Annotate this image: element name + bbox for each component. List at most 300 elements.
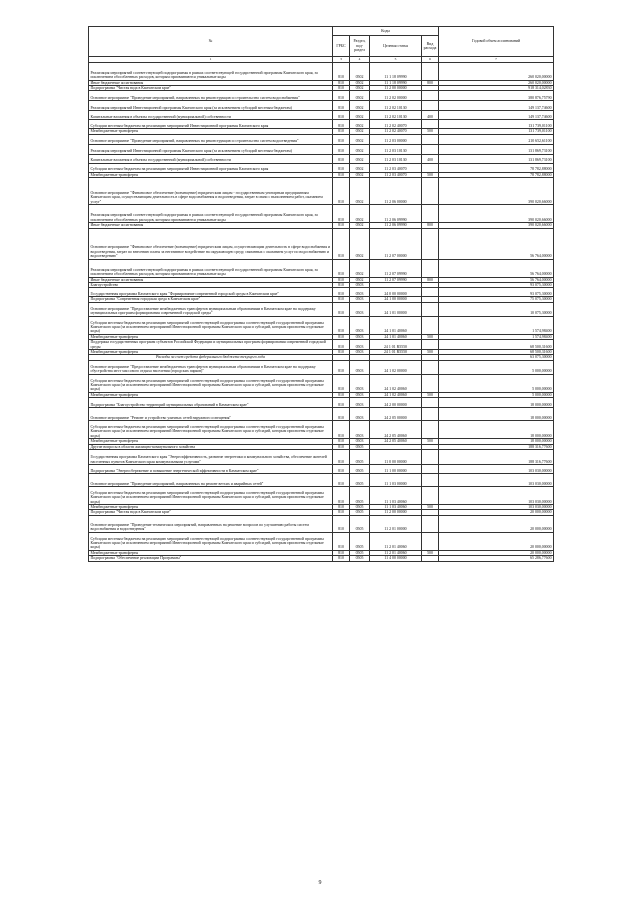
row-name-cell: Поддержка государственных программ субъектов Российской Федерации и муниципальных программ формирования современной городской среды <box>89 340 333 350</box>
row-amount-cell: 18 000,00000 <box>439 398 554 408</box>
row-grbs-cell: 810 <box>333 465 350 474</box>
row-name-cell: Благоустройство <box>89 282 333 287</box>
row-amount-cell: 20 000,00000 <box>439 550 554 555</box>
row-razdel-cell: 0503 <box>350 374 370 392</box>
row-razdel-cell: 0502 <box>350 80 370 85</box>
row-amount-cell: 68 500,31600 <box>439 349 554 354</box>
row-target-cell: 11 1 18 09990 <box>370 62 422 80</box>
row-name-cell: Реализация мероприятий соответствующей подпрограммы в рамках соответствующей государственной программы Камчатского края, за исключением обособленных расходов, которым присваиваются уникальные коды <box>89 62 333 80</box>
row-razdel-cell: 0502 <box>350 172 370 177</box>
row-razdel-cell: 0503 <box>350 334 370 339</box>
row-name-cell: Субсидии местным бюджетам на реализацию мероприятий Инвестиционной программы Камчатского края <box>89 120 333 129</box>
row-grbs-cell: 810 <box>333 172 350 177</box>
row-razdel-cell: 0505 <box>350 515 370 532</box>
row-amount-cell: 103 030,00000 <box>439 474 554 487</box>
table-row <box>89 163 554 172</box>
row-vid-cell <box>422 302 439 316</box>
row-target-cell: 11 2 02 10130 <box>370 111 422 120</box>
header-num: № <box>89 27 333 57</box>
row-name-cell: Межбюджетные трансферты <box>89 505 333 510</box>
row-target-cell: 24 1 01 40060 <box>370 316 422 334</box>
row-target-cell: 11 2 06 09990 <box>370 223 422 228</box>
row-razdel-cell: 0502 <box>350 85 370 90</box>
row-target-cell: 24 2 05 00000 <box>370 408 422 421</box>
row-vid-cell <box>422 288 439 297</box>
row-target-cell: 11 2 02 40070 <box>370 120 422 129</box>
row-target-cell: 24 1 02 40060 <box>370 392 422 397</box>
row-grbs-cell: 810 <box>333 85 350 90</box>
row-vid-cell <box>422 316 439 334</box>
row-razdel-cell: 0502 <box>350 163 370 172</box>
row-target-cell: 11 2 07 09990 <box>370 277 422 282</box>
row-target-cell: 11 1 00 00000 <box>370 465 422 474</box>
row-vid-cell <box>422 360 439 374</box>
row-target-cell: 24 1 01 R5550 <box>370 349 422 354</box>
row-vid-cell <box>422 205 439 223</box>
row-vid-cell <box>422 556 439 561</box>
row-target-cell: 11 2 03 00000 <box>370 134 422 144</box>
row-vid-cell <box>422 515 439 532</box>
row-grbs-cell: 810 <box>333 163 350 172</box>
table-row <box>89 134 554 144</box>
row-amount-cell: 188 316,77600 <box>439 444 554 449</box>
header-grbs: ГРБС <box>333 36 350 57</box>
row-vid-cell: 500 <box>422 349 439 354</box>
row-target-cell: 11 0 00 00000 <box>370 450 422 465</box>
row-razdel-cell: 0505 <box>350 487 370 505</box>
row-name-cell: Реализация мероприятий соответствующей подпрограммы в рамках соответствующей государственной программы Камчатского края, за исключением обособленных расходов, которым присваиваются уникальные коды <box>89 205 333 223</box>
row-grbs-cell: 810 <box>333 550 350 555</box>
row-target-cell: 11 1 03 40060 <box>370 505 422 510</box>
row-amount-cell: 18 000,00000 <box>439 408 554 421</box>
row-vid-cell <box>422 91 439 101</box>
row-razdel-cell: 0503 <box>350 288 370 297</box>
row-vid-cell <box>422 163 439 172</box>
row-amount-cell: 131 869,73100 <box>439 144 554 154</box>
row-name-cell: Реализация мероприятий соответствующей подпрограммы в рамках соответствующей государственной программы Камчатского края, за исключением обособленных расходов, которым присваиваются уникальные коды <box>89 259 333 277</box>
row-vid-cell <box>422 259 439 277</box>
row-vid-cell <box>422 487 439 505</box>
row-razdel-cell: 0503 <box>350 398 370 408</box>
row-grbs-cell: 810 <box>333 297 350 302</box>
row-vid-cell: 500 <box>422 334 439 339</box>
row-vid-cell <box>422 340 439 350</box>
row-grbs-cell: 810 <box>333 228 350 259</box>
row-amount-cell: 78 782,88000 <box>439 163 554 172</box>
row-razdel-cell: 0502 <box>350 178 370 205</box>
row-target-cell: 11 1 03 00000 <box>370 474 422 487</box>
row-grbs-cell: 810 <box>333 91 350 101</box>
row-name-cell: Межбюджетные трансферты <box>89 334 333 339</box>
row-name-cell: Основное мероприятие "Проведение технических мероприятий, направленных на решение вопросов по улучшению работы систем водоснабжения и водоотведения" <box>89 515 333 532</box>
row-razdel-cell: 0505 <box>350 465 370 474</box>
row-grbs-cell: 810 <box>333 398 350 408</box>
row-grbs-cell: 810 <box>333 282 350 287</box>
row-vid-cell <box>422 398 439 408</box>
row-amount-cell: 131 869,73100 <box>439 154 554 163</box>
row-target-cell: 11 2 01 00000 <box>370 515 422 532</box>
row-amount-cell: 63 075,30000 <box>439 355 554 360</box>
row-name-cell: Подпрограмма "Чистая вода в Камчатском крае" <box>89 85 333 90</box>
row-grbs-cell: 810 <box>333 111 350 120</box>
budget-table <box>88 26 554 562</box>
row-grbs-cell: 810 <box>333 259 350 277</box>
row-target-cell: 11 2 03 10130 <box>370 144 422 154</box>
row-vid-cell <box>422 450 439 465</box>
row-grbs-cell: 810 <box>333 439 350 444</box>
table-row <box>89 340 554 350</box>
row-target-cell: 11 2 02 00000 <box>370 91 422 101</box>
row-vid-cell <box>422 62 439 80</box>
row-grbs-cell: 810 <box>333 205 350 223</box>
row-razdel-cell: 0503 <box>350 392 370 397</box>
row-razdel-cell: 0505 <box>350 450 370 465</box>
row-amount-cell: 78 782,88000 <box>439 172 554 177</box>
table-row <box>89 465 554 474</box>
header-razdel: Раздел, под-раздел <box>350 36 370 57</box>
row-amount-cell: 1 574,98400 <box>439 316 554 334</box>
row-target-cell: 11 2 03 10130 <box>370 154 422 163</box>
row-vid-cell: 500 <box>422 392 439 397</box>
row-name-cell: Подпрограмма "Благоустройство территорий муниципальных образований в Камчатском крае" <box>89 398 333 408</box>
row-grbs-cell: 810 <box>333 444 350 449</box>
row-razdel-cell: 0505 <box>350 510 370 515</box>
row-target-cell: 11 2 01 40060 <box>370 532 422 550</box>
table-row <box>89 302 554 316</box>
row-razdel-cell: 0503 <box>350 349 370 354</box>
row-amount-cell: 210 652,61100 <box>439 134 554 144</box>
row-vid-cell <box>422 532 439 550</box>
row-amount-cell: 18 000,00000 <box>439 421 554 439</box>
row-amount-cell: 260 020,00000 <box>439 80 554 85</box>
row-razdel-cell: 0502 <box>350 62 370 80</box>
row-name-cell: Основное мероприятие "Ремонт и устройство уличных сетей наружного освещения" <box>89 408 333 421</box>
row-target-cell: 11 2 06 00000 <box>370 178 422 205</box>
row-amount-cell: 103 030,00000 <box>439 487 554 505</box>
table-row <box>89 556 554 561</box>
row-razdel-cell: 0502 <box>350 144 370 154</box>
row-name-cell: Капитальные вложения в объекты государственной (муниципальной) собственности <box>89 111 333 120</box>
row-grbs-cell: 810 <box>333 392 350 397</box>
row-grbs-cell: 810 <box>333 134 350 144</box>
row-name-cell: Субсидии местным бюджетам на реализацию мероприятий соответствующей подпрограммы соответствующей государственной программы Камчатского края (за исключением мероприятий Инвестиционной программы Камчатского края и субсидий, которым присвоены отдельные коды) <box>89 487 333 505</box>
header-target: Целевая статья <box>370 36 422 57</box>
row-amount-cell: 260 020,00000 <box>439 62 554 80</box>
column-index: 3 <box>333 57 350 63</box>
row-target-cell: 24 1 02 40060 <box>370 374 422 392</box>
row-grbs-cell: 810 <box>333 154 350 163</box>
row-name-cell: Подпрограмма "Современная городская среда в Камчатском крае" <box>89 297 333 302</box>
row-vid-cell: 400 <box>422 111 439 120</box>
table-row <box>89 515 554 532</box>
row-amount-cell: 103 030,00000 <box>439 465 554 474</box>
row-grbs-cell: 810 <box>333 474 350 487</box>
row-amount-cell: 5 000,00000 <box>439 360 554 374</box>
row-target-cell: 11 2 06 09990 <box>370 205 422 223</box>
row-grbs-cell: 810 <box>333 316 350 334</box>
row-name-cell: Другие вопросы в области жилищно-коммунального хозяйства <box>89 444 333 449</box>
table-row <box>89 62 554 80</box>
row-grbs-cell: 810 <box>333 80 350 85</box>
row-razdel-cell: 0503 <box>350 439 370 444</box>
row-target-cell: 24 1 01 00000 <box>370 302 422 316</box>
row-grbs-cell: 810 <box>333 421 350 439</box>
row-target-cell: 11 2 07 09990 <box>370 259 422 277</box>
row-amount-cell: 390 020,66000 <box>439 178 554 205</box>
row-amount-cell: 5 000,00000 <box>439 374 554 392</box>
row-amount-cell: 390 020,66000 <box>439 223 554 228</box>
table-row <box>89 316 554 334</box>
row-amount-cell: 18 000,00000 <box>439 439 554 444</box>
row-name-cell: Межбюджетные трансферты <box>89 392 333 397</box>
row-name-cell: Субсидии местным бюджетам на реализацию мероприятий соответствующей подпрограммы соответствующей государственной программы Камчатского края (за исключением мероприятий Инвестиционной программы Камчатского края и субсидий, которым присвоены отдельные коды) <box>89 421 333 439</box>
row-amount-cell: 131 739,01100 <box>439 129 554 134</box>
row-vid-cell <box>422 374 439 392</box>
row-razdel-cell: 0502 <box>350 205 370 223</box>
row-vid-cell <box>422 101 439 111</box>
column-index: 1 <box>89 57 333 63</box>
row-razdel-cell: 0505 <box>350 444 370 449</box>
budget-table-container <box>88 26 553 562</box>
row-vid-cell <box>422 408 439 421</box>
row-grbs-cell: 810 <box>333 450 350 465</box>
row-razdel-cell: 0505 <box>350 532 370 550</box>
table-row <box>89 178 554 205</box>
row-grbs-cell: 810 <box>333 532 350 550</box>
row-vid-cell <box>422 421 439 439</box>
row-grbs-cell: 810 <box>333 374 350 392</box>
page-number: 9 <box>318 880 322 886</box>
row-grbs-cell: 810 <box>333 360 350 374</box>
row-razdel-cell: 0503 <box>350 421 370 439</box>
row-amount-cell: 56 764,00000 <box>439 259 554 277</box>
row-name-cell: Субсидии местным бюджетам на реализацию мероприятий соответствующей подпрограммы соответствующей государственной программы Камчатского края (за исключением мероприятий Инвестиционной программы Камчатского края и субсидий, которым присвоены отдельные коды) <box>89 374 333 392</box>
row-target-cell: 24 1 01 40060 <box>370 334 422 339</box>
table-row <box>89 91 554 101</box>
row-vid-cell: 500 <box>422 550 439 555</box>
row-amount-cell: 93 075,30000 <box>439 288 554 297</box>
column-index: 7 <box>439 57 554 63</box>
row-amount-cell: 390 020,66000 <box>439 205 554 223</box>
row-vid-cell: 500 <box>422 172 439 177</box>
row-razdel-cell: 0502 <box>350 111 370 120</box>
row-target-cell: 24 2 05 40060 <box>370 439 422 444</box>
row-razdel-cell: 0505 <box>350 550 370 555</box>
row-grbs-cell: 810 <box>333 178 350 205</box>
row-vid-cell: 500 <box>422 505 439 510</box>
row-grbs-cell: 810 <box>333 515 350 532</box>
table-row <box>89 532 554 550</box>
row-grbs-cell: 810 <box>333 487 350 505</box>
row-grbs-cell: 810 <box>333 510 350 515</box>
row-razdel-cell: 0503 <box>350 316 370 334</box>
row-grbs-cell: 810 <box>333 408 350 421</box>
row-grbs-cell: 810 <box>333 144 350 154</box>
row-target-cell: 11 2 01 40060 <box>370 550 422 555</box>
row-razdel-cell: 0502 <box>350 129 370 134</box>
table-row <box>89 487 554 505</box>
row-target-cell: 11 2 00 00000 <box>370 85 422 90</box>
row-vid-cell: 500 <box>422 439 439 444</box>
column-index: 6 <box>422 57 439 63</box>
row-name-cell: Расходы за счет средств федерального бюджета текущего года <box>89 355 333 360</box>
row-razdel-cell: 0502 <box>350 134 370 144</box>
table-row <box>89 101 554 111</box>
row-amount-cell: 1 574,98400 <box>439 334 554 339</box>
row-grbs-cell: 810 <box>333 120 350 129</box>
row-vid-cell: 400 <box>422 154 439 163</box>
row-name-cell: Субсидии местным бюджетам на реализацию мероприятий соответствующей подпрограммы соответствующей государственной программы Камчатского края (за исключением мероприятий Инвестиционной программы Камчатского края и субсидий, которым присвоены отдельные коды) <box>89 532 333 550</box>
table-row <box>89 144 554 154</box>
row-name-cell: Субсидии местным бюджетам на реализацию мероприятий соответствующей подпрограммы соответствующей государственной программы Камчатского края (за исключением мероприятий Инвестиционной программы Камчатского края и субсидий, которым присвоены отдельные коды) <box>89 316 333 334</box>
row-razdel-cell: 0502 <box>350 120 370 129</box>
row-amount-cell: 56 764,00000 <box>439 277 554 282</box>
row-razdel-cell: 0502 <box>350 277 370 282</box>
row-razdel-cell: 0505 <box>350 556 370 561</box>
row-vid-cell <box>422 465 439 474</box>
row-razdel-cell: 0503 <box>350 302 370 316</box>
row-amount-cell: 131 739,01100 <box>439 120 554 129</box>
row-amount-cell: 20 000,00000 <box>439 515 554 532</box>
table-row <box>89 398 554 408</box>
row-razdel-cell: 0502 <box>350 91 370 101</box>
row-amount-cell: 75 075,30000 <box>439 297 554 302</box>
row-vid-cell <box>422 474 439 487</box>
row-name-cell: Субсидии местным бюджетам на реализацию мероприятий Инвестиционной программы Камчатского края <box>89 163 333 172</box>
row-grbs-cell: 810 <box>333 129 350 134</box>
table-row <box>89 228 554 259</box>
table-row <box>89 450 554 465</box>
row-target-cell: 11 2 02 40070 <box>370 129 422 134</box>
row-amount-cell: 103 030,00000 <box>439 505 554 510</box>
header-codes: Коды <box>333 27 439 36</box>
row-amount-cell: 65 286,77600 <box>439 556 554 561</box>
row-name-cell: Реализация мероприятий Инвестиционной программы Камчатского края (за исключением субсидий местным бюджетам) <box>89 101 333 111</box>
row-amount-cell: 20 000,00000 <box>439 532 554 550</box>
row-name-cell: Подпрограмма "Чистая вода в Камчатском крае" <box>89 510 333 515</box>
row-grbs-cell: 810 <box>333 223 350 228</box>
row-razdel-cell: 0503 <box>350 360 370 374</box>
row-grbs-cell: 810 <box>333 302 350 316</box>
row-razdel-cell: 0502 <box>350 154 370 163</box>
row-grbs-cell: 810 <box>333 62 350 80</box>
row-name-cell: Подпрограмма "Обеспечение реализации Программы" <box>89 556 333 561</box>
row-grbs-cell: 810 <box>333 349 350 354</box>
row-vid-cell: 800 <box>422 223 439 228</box>
row-amount-cell: 149 137,74600 <box>439 111 554 120</box>
column-index: 5 <box>370 57 422 63</box>
row-grbs-cell: 810 <box>333 277 350 282</box>
row-target-cell: 11 2 07 00000 <box>370 228 422 259</box>
row-name-cell: Государственная программа Камчатского края "Формирование современной городской среды в Камчатском крае" <box>89 288 333 297</box>
row-target-cell: 24 2 05 40060 <box>370 421 422 439</box>
row-vid-cell <box>422 178 439 205</box>
row-vid-cell <box>422 144 439 154</box>
row-vid-cell: 800 <box>422 80 439 85</box>
row-amount-cell: 5 000,00000 <box>439 392 554 397</box>
row-amount-cell: 93 075,30000 <box>439 282 554 287</box>
header-amount: Годовой объем ассигнований <box>439 27 554 57</box>
row-vid-cell <box>422 228 439 259</box>
row-name-cell: Межбюджетные трансферты <box>89 349 333 354</box>
row-name-cell: Иные бюджетные ассигнования <box>89 80 333 85</box>
row-vid-cell: 800 <box>422 277 439 282</box>
table-body <box>89 62 554 561</box>
row-amount-cell: 149 137,74600 <box>439 101 554 111</box>
row-target-cell: 24 1 01 R5550 <box>370 340 422 350</box>
row-target-cell: 11 1 03 40060 <box>370 487 422 505</box>
row-razdel-cell: 0503 <box>350 297 370 302</box>
row-razdel-cell: 0505 <box>350 474 370 487</box>
row-name-cell: Основное мероприятие "Финансовое обеспечение (возмещение) юридическим лицам, осуществляющим деятельность в сфере водоснабжения и водоотведения, затрат по внесению платы за негативное воздействие на окружающую среду, связанных с оказанием услуг по водоснабжению и водоотведению" <box>89 228 333 259</box>
row-amount-cell: 56 764,00000 <box>439 228 554 259</box>
row-razdel-cell: 0502 <box>350 101 370 111</box>
row-target-cell: 24 0 00 00000 <box>370 288 422 297</box>
row-vid-cell <box>422 134 439 144</box>
table-row <box>89 120 554 129</box>
row-name-cell: Основное мероприятие "Финансовое обеспечение (возмещение) юридическим лицам - государственным унитарным предприятиям Камчатского края, осуществляющим деятельность в сфере водоснабжения и водоотведения, затрат в связи с выполнением работ, оказанием услуг" <box>89 178 333 205</box>
row-grbs-cell: 810 <box>333 340 350 350</box>
row-name-cell: Основное мероприятие "Предоставление межбюджетных трансфертов муниципальным образованиям в Камчатском крае на поддержку обустройства мест массового отдыха населения (городских парков)" <box>89 360 333 374</box>
table-row <box>89 374 554 392</box>
table-row <box>89 360 554 374</box>
row-amount-cell: 10 075,30000 <box>439 302 554 316</box>
table-row <box>89 421 554 439</box>
row-target-cell: 24 1 02 00000 <box>370 360 422 374</box>
row-amount-cell: 380 876,75790 <box>439 91 554 101</box>
header-vid: Вид расхода <box>422 36 439 57</box>
row-target-cell: 11 2 03 40070 <box>370 163 422 172</box>
table-row <box>89 288 554 297</box>
row-grbs-cell: 810 <box>333 505 350 510</box>
row-amount-cell: 918 314,02830 <box>439 85 554 90</box>
table-row <box>89 474 554 487</box>
row-name-cell: Иные бюджетные ассигнования <box>89 223 333 228</box>
row-razdel-cell: 0505 <box>350 505 370 510</box>
row-name-cell: Капитальные вложения в объекты государственной (муниципальной) собственности <box>89 154 333 163</box>
row-name-cell: Иные бюджетные ассигнования <box>89 277 333 282</box>
row-grbs-cell: 810 <box>333 288 350 297</box>
row-razdel-cell: 0502 <box>350 223 370 228</box>
row-vid-cell: 500 <box>422 129 439 134</box>
row-name-cell: Подпрограмма "Энергосбережение и повышение энергетической эффективности в Камчатском крае" <box>89 465 333 474</box>
row-target-cell: 11 2 02 10130 <box>370 101 422 111</box>
row-target-cell: 11 4 00 00000 <box>370 556 422 561</box>
row-razdel-cell: 0503 <box>350 408 370 421</box>
row-name-cell: Основное мероприятие "Проведение мероприятий, направленных на ремонт ветхих и аварийных сетей" <box>89 474 333 487</box>
row-name-cell: Государственная программа Камчатского края "Энергоэффективность, развитие энергетики и коммунального хозяйства, обеспечение жителей населенных пунктов Камчатского края коммунальными услугами" <box>89 450 333 465</box>
row-name-cell: Межбюджетные трансферты <box>89 439 333 444</box>
table-row <box>89 111 554 120</box>
row-name-cell: Основное мероприятие "Проведение мероприятий, направленных на реконструкцию и строительство систем водоотведения" <box>89 134 333 144</box>
row-target-cell: 11 2 00 00000 <box>370 510 422 515</box>
row-amount-cell: 20 000,00000 <box>439 510 554 515</box>
table-row <box>89 259 554 277</box>
row-razdel-cell: 0502 <box>350 228 370 259</box>
row-razdel-cell: 0503 <box>350 340 370 350</box>
row-name-cell: Межбюджетные трансферты <box>89 172 333 177</box>
table-row <box>89 408 554 421</box>
row-target-cell: 24 1 00 00000 <box>370 297 422 302</box>
row-vid-cell <box>422 120 439 129</box>
column-index: 4 <box>350 57 370 63</box>
row-name-cell: Основное мероприятие "Предоставление межбюджетных трансфертов муниципальным образованиям в Камчатском крае на поддержку муниципальных программ формирования современной городской среды" <box>89 302 333 316</box>
row-razdel-cell: 0503 <box>350 282 370 287</box>
row-target-cell: 11 1 18 09990 <box>370 80 422 85</box>
row-grbs-cell: 810 <box>333 334 350 339</box>
row-amount-cell: 188 316,77600 <box>439 450 554 465</box>
table-row <box>89 205 554 223</box>
